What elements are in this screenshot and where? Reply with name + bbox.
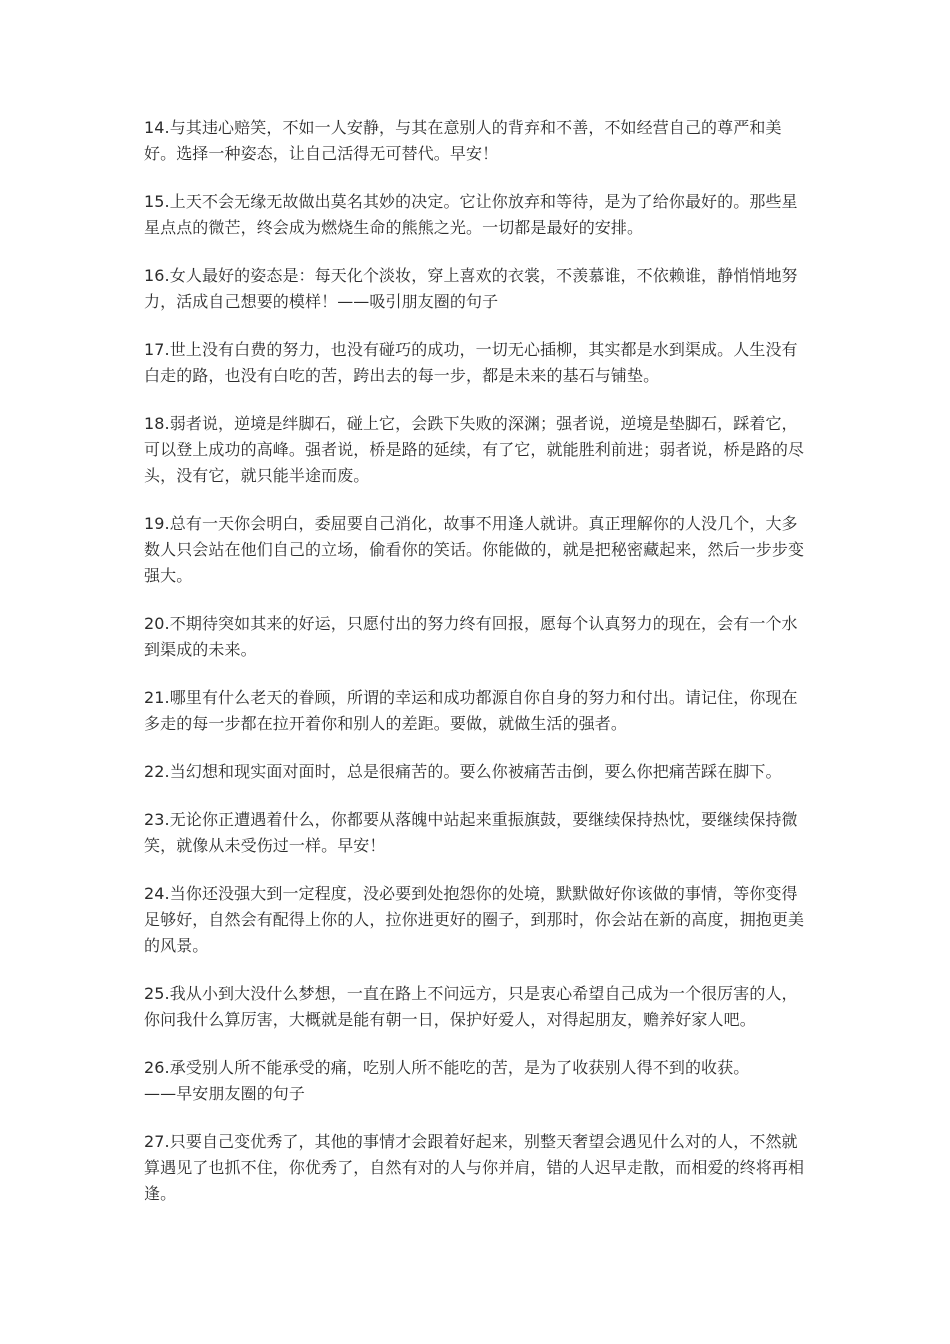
paragraph-27: 27.只要自己变优秀了，其他的事情才会跟着好起来，别整天奢望会遇见什么对的人，不然就算遇见了也抓不住，你优秀了，自然有对的人与你并肩，错的人迟早走散，而相爱的终将再相逢。 — [144, 1132, 805, 1203]
paragraph-20: 20.不期待突如其来的好运，只愿付出的努力终有回报，愿每个认真努力的现在，会有一个水到渠成的未来。 — [144, 614, 798, 659]
paragraph-25: 25.我从小到大没什么梦想，一直在路上不问远方，只是衷心希望自己成为一个很厉害的人，你问我什么算厉害，大概就是能有朝一日，保护好爱人，对得起朋友，赡养好家人吧。 — [144, 984, 798, 1029]
paragraph-17: 17.世上没有白费的努力，也没有碰巧的成功，一切无心插柳，其实都是水到渠成。人生没有白走的路，也没有白吃的苦，跨出去的每一步，都是未来的基石与铺垫。 — [144, 340, 798, 385]
paragraph-21: 21.哪里有什么老天的眷顾，所谓的幸运和成功都源自你自身的努力和付出。请记住，你现在多走的每一步都在拉开着你和别人的差距。要做，就做生活的强者。 — [144, 688, 798, 733]
paragraph-24: 24.当你还没强大到一定程度，没必要到处抱怨你的处境，默默做好你该做的事情，等你变得足够好，自然会有配得上你的人，拉你进更好的圈子，到那时，你会站在新的高度，拥抱更美的风景。 — [144, 884, 805, 955]
paragraph-22: 22.当幻想和现实面对面时，总是很痛苦的。要么你被痛苦击倒，要么你把痛苦踩在脚下。 — [144, 762, 782, 781]
paragraph-15: 15.上天不会无缘无故做出莫名其妙的决定。它让你放弃和等待，是为了给你最好的。那些星星点点的微芒，终会成为燃烧生命的熊熊之光。一切都是最好的安排。 — [144, 192, 798, 237]
paragraph-26: 26.承受别人所不能承受的痛，吃别人所不能吃的苦，是为了收获别人得不到的收获。 ——早安朋友圈的句子 — [144, 1058, 750, 1103]
paragraph-18: 18.弱者说，逆境是绊脚石，碰上它，会跌下失败的深渊；强者说，逆境是垫脚石，踩着它，可以登上成功的高峰。强者说，桥是路的延续，有了它，就能胜利前进；弱者说，桥是路的尽头，没有它，就只能半途而废。 — [144, 414, 805, 485]
paragraph-14: 14.与其违心赔笑，不如一人安静，与其在意别人的背弃和不善，不如经营自己的尊严和美好。选择一种姿态，让自己活得无可替代。早安！ — [144, 118, 782, 163]
paragraph-23: 23.无论你正遭遇着什么，你都要从落魄中站起来重振旗鼓，要继续保持热忱，要继续保持微笑，就像从未受伤过一样。早安！ — [144, 810, 798, 855]
paragraph-16: 16.女人最好的姿态是：每天化个淡妆，穿上喜欢的衣裳，不羡慕谁，不依赖谁，静悄悄地努力，活成自己想要的模样！——吸引朋友圈的句子 — [144, 266, 798, 311]
document-body — [144, 115, 812, 1229]
paragraph-19: 19.总有一天你会明白，委屈要自己消化，故事不用逢人就讲。真正理解你的人没几个，大多数人只会站在他们自己的立场，偷看你的笑话。你能做的，就是把秘密藏起来，然后一步步变强大。 — [144, 514, 805, 585]
